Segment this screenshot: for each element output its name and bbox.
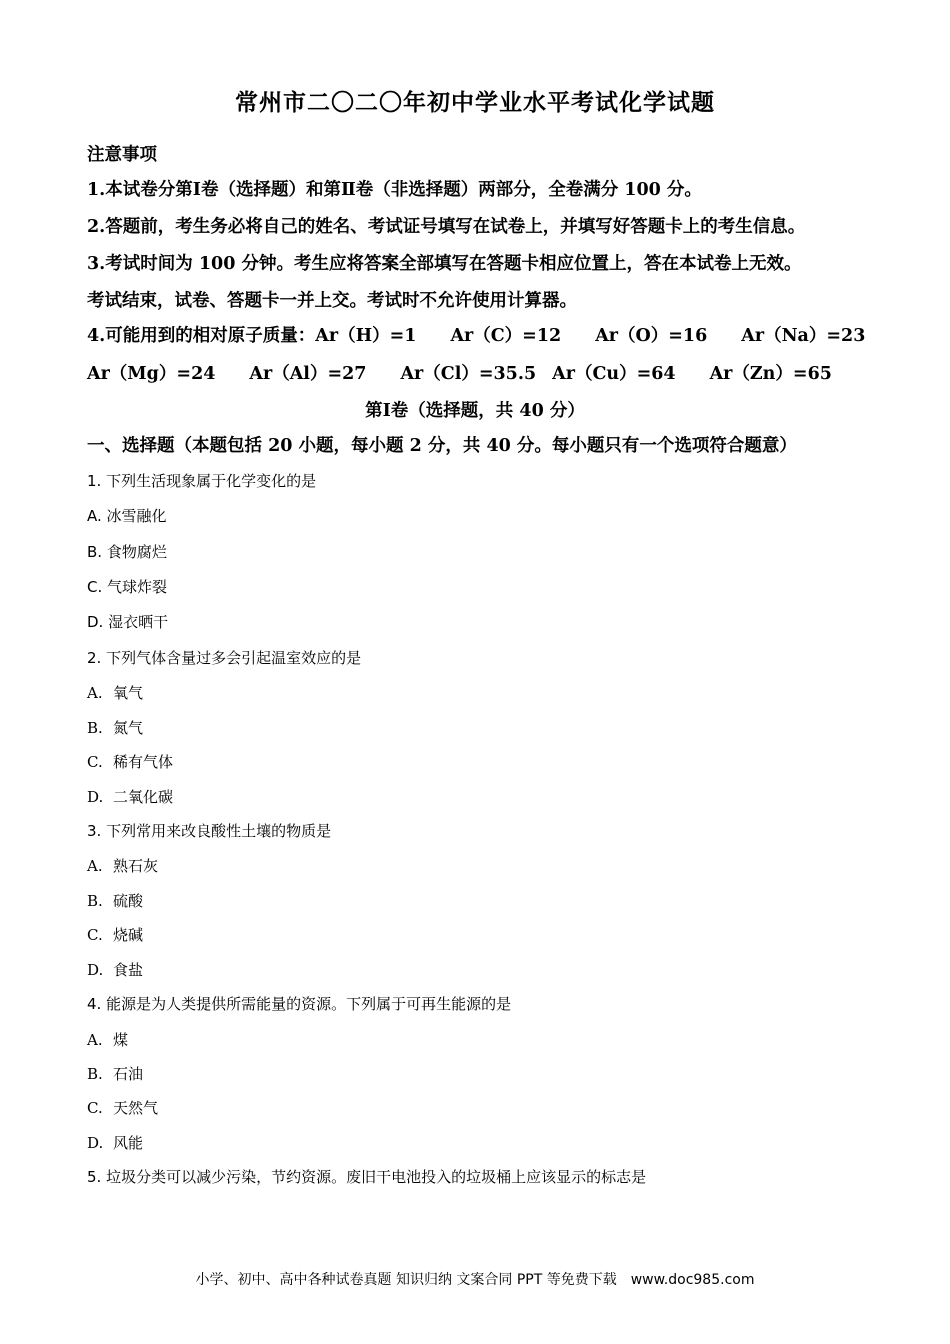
question-1-stem: 1. 下列生活现象属于化学变化的是 bbox=[87, 472, 317, 490]
question-4-option-c: C. 天然气 bbox=[87, 1099, 159, 1117]
footer-download-note: 小学、初中、高中各种试卷真题 知识归纳 文案合同 PPT 等免费下载 www.doc985.com bbox=[195, 1272, 755, 1288]
atomic-masses-row-1 bbox=[87, 322, 865, 347]
atomic-mass-c: Ar（C）=12 bbox=[450, 326, 562, 346]
atomic-masses-label: 4.可能用到的相对原子质量： bbox=[87, 326, 316, 346]
section-title: 第Ⅰ卷（选择题，共 40 分） bbox=[365, 401, 585, 421]
question-3-option-c: C. 烧碱 bbox=[87, 926, 144, 944]
atomic-mass-cl: Ar（Cl）=35.5 bbox=[400, 364, 537, 384]
atomic-mass-mg: Ar（Mg）=24 bbox=[87, 364, 216, 384]
question-5-stem: 5. 垃圾分类可以减少污染，节约资源。废旧干电池投入的垃圾桶上应该显示的标志是 bbox=[87, 1168, 647, 1186]
question-4-option-b: B. 石油 bbox=[87, 1065, 144, 1083]
page-title: 常州市二〇二〇年初中学业水平考试化学试题 bbox=[235, 89, 715, 116]
question-2-option-d: D. 二氧化碳 bbox=[87, 788, 174, 806]
notice-item-3: 3.考试时间为 100 分钟。考生应将答案全部填写在答题卡相应位置上，答在本试卷上无效。 bbox=[87, 254, 802, 274]
question-4-option-d: D. 风能 bbox=[87, 1134, 144, 1152]
atomic-masses-row-2 bbox=[87, 360, 832, 385]
question-3-stem: 3. 下列常用来改良酸性土壤的物质是 bbox=[87, 822, 332, 840]
question-3-option-a: A. 熟石灰 bbox=[87, 857, 159, 875]
question-2-option-c: C. 稀有气体 bbox=[87, 753, 174, 771]
notice-heading: 注意事项 bbox=[87, 145, 157, 165]
question-2-option-b: B. 氮气 bbox=[87, 719, 144, 737]
atomic-mass-h: Ar（H）=1 bbox=[315, 326, 417, 346]
atomic-mass-zn: Ar（Zn）=65 bbox=[709, 364, 832, 384]
atomic-mass-al: Ar（Al）=27 bbox=[249, 364, 367, 384]
atomic-mass-o: Ar（O）=16 bbox=[595, 326, 708, 346]
part-title: 一、选择题（本题包括 20 小题，每小题 2 分，共 40 分。每小题只有一个选项符合题意） bbox=[87, 436, 797, 456]
question-1-option-a: A. 冰雪融化 bbox=[87, 507, 167, 525]
atomic-mass-na: Ar（Na）=23 bbox=[741, 326, 866, 346]
question-4-stem: 4. 能源是为人类提供所需能量的资源。下列属于可再生能源的是 bbox=[87, 995, 512, 1013]
question-3-option-d: D. 食盐 bbox=[87, 961, 144, 979]
atomic-mass-cu: Ar（Cu）=64 bbox=[552, 364, 676, 384]
notice-item-3-continued: 考试结束，试卷、答题卡一并上交。考试时不允许使用计算器。 bbox=[87, 291, 577, 311]
question-1-option-d: D. 湿衣晒干 bbox=[87, 613, 169, 631]
question-2-option-a: A. 氧气 bbox=[87, 684, 144, 702]
question-1-option-b: B. 食物腐烂 bbox=[87, 543, 167, 561]
notice-item-1: 1.本试卷分第Ⅰ卷（选择题）和第Ⅱ卷（非选择题）两部分，全卷满分 100 分。 bbox=[87, 180, 702, 200]
question-1-option-c: C. 气球炸裂 bbox=[87, 578, 168, 596]
question-2-stem: 2. 下列气体含量过多会引起温室效应的是 bbox=[87, 649, 362, 667]
question-3-option-b: B. 硫酸 bbox=[87, 892, 144, 910]
question-4-option-a: A. 煤 bbox=[87, 1031, 129, 1049]
notice-item-2: 2.答题前，考生务必将自己的姓名、考试证号填写在试卷上，并填写好答题卡上的考生信息。 bbox=[87, 217, 806, 237]
